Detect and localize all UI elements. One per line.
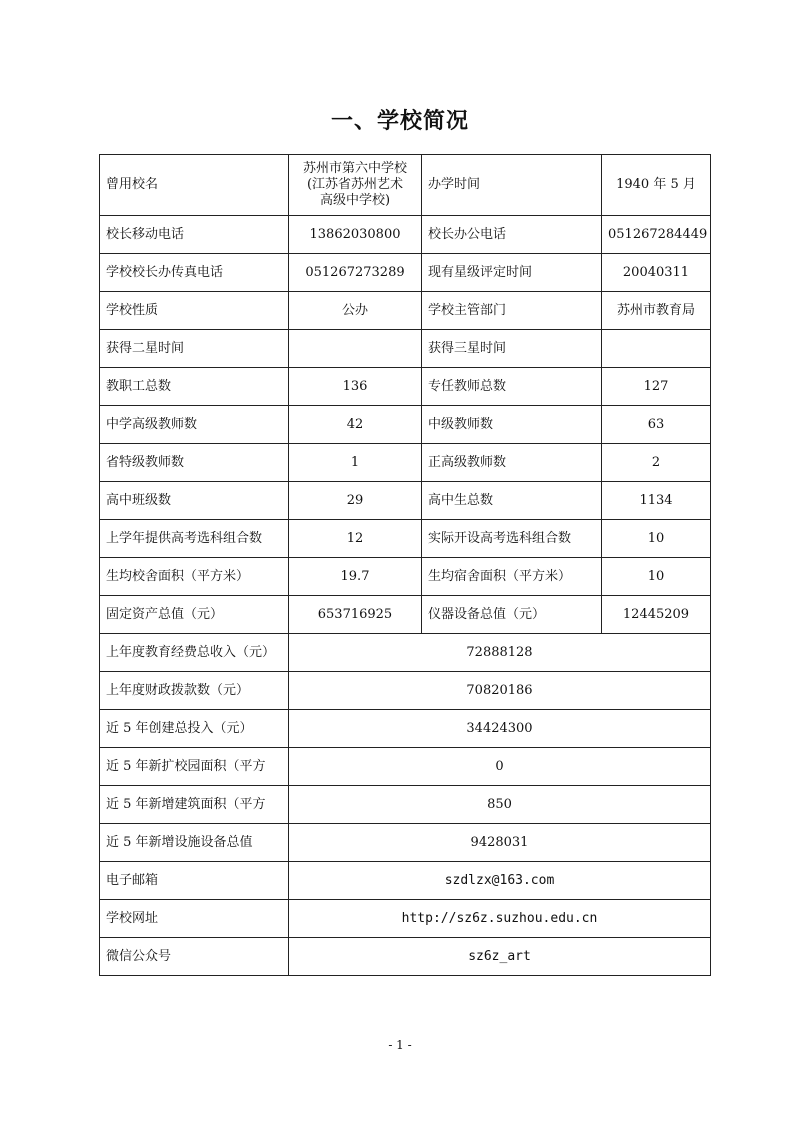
field-label: 上学年提供高考选科组合数 xyxy=(100,520,289,558)
field-label: 中级教师数 xyxy=(422,406,602,444)
field-label: 近 5 年创建总投入（元） xyxy=(100,710,289,748)
field-value: 苏州市教育局 xyxy=(602,292,711,330)
table-row xyxy=(100,558,711,596)
table-row xyxy=(100,900,711,938)
table-row xyxy=(100,710,711,748)
field-label: 近 5 年新扩校园面积（平方 xyxy=(100,748,289,786)
table-row xyxy=(100,368,711,406)
table-row xyxy=(100,444,711,482)
field-label: 生均宿舍面积（平方米） xyxy=(422,558,602,596)
field-label: 省特级教师数 xyxy=(100,444,289,482)
field-value xyxy=(602,330,711,368)
field-label: 学校性质 xyxy=(100,292,289,330)
field-label: 现有星级评定时间 xyxy=(422,254,602,292)
page-number: - 1 - xyxy=(388,1038,412,1052)
field-value: 10 xyxy=(602,520,711,558)
field-value: 850 xyxy=(289,786,711,824)
table-row xyxy=(100,634,711,672)
table-row xyxy=(100,824,711,862)
school-info-table xyxy=(99,154,711,976)
field-label: 微信公众号 xyxy=(100,938,289,976)
field-value: 公办 xyxy=(289,292,422,330)
field-value: 9428031 xyxy=(289,824,711,862)
field-label: 上年度财政拨款数（元） xyxy=(100,672,289,710)
field-label: 办学时间 xyxy=(422,155,602,216)
field-value: 13862030800 xyxy=(289,216,422,254)
field-label: 生均校舍面积（平方米） xyxy=(100,558,289,596)
field-value: 72888128 xyxy=(289,634,711,672)
field-value: 29 xyxy=(289,482,422,520)
table-row xyxy=(100,482,711,520)
field-label: 上年度教育经费总收入（元） xyxy=(100,634,289,672)
table-row xyxy=(100,216,711,254)
field-label: 学校网址 xyxy=(100,900,289,938)
field-value: 1134 xyxy=(602,482,711,520)
table-row xyxy=(100,292,711,330)
field-value: sz6z_art xyxy=(289,938,711,976)
table-row xyxy=(100,330,711,368)
field-value: 20040311 xyxy=(602,254,711,292)
field-label: 曾用校名 xyxy=(100,155,289,216)
table-row xyxy=(100,406,711,444)
field-label: 正高级教师数 xyxy=(422,444,602,482)
field-label: 实际开设高考选科组合数 xyxy=(422,520,602,558)
field-label: 电子邮箱 xyxy=(100,862,289,900)
table-row xyxy=(100,862,711,900)
field-value: 051267284449 xyxy=(602,216,711,254)
table-row xyxy=(100,596,711,634)
table-row xyxy=(100,786,711,824)
field-label: 仪器设备总值（元） xyxy=(422,596,602,634)
table-row xyxy=(100,672,711,710)
field-value: 63 xyxy=(602,406,711,444)
field-label: 获得三星时间 xyxy=(422,330,602,368)
table-row xyxy=(100,155,711,216)
field-label: 学校校长办传真电话 xyxy=(100,254,289,292)
field-label: 近 5 年新增建筑面积（平方 xyxy=(100,786,289,824)
field-value: 1 xyxy=(289,444,422,482)
field-value: 10 xyxy=(602,558,711,596)
field-label: 中学高级教师数 xyxy=(100,406,289,444)
table-row xyxy=(100,748,711,786)
field-value xyxy=(289,330,422,368)
field-label: 近 5 年新增设施设备总值 xyxy=(100,824,289,862)
field-value: 0 xyxy=(289,748,711,786)
field-value: 42 xyxy=(289,406,422,444)
field-value: 12445209 xyxy=(602,596,711,634)
table-row xyxy=(100,520,711,558)
table-row xyxy=(100,938,711,976)
field-label: 固定资产总值（元） xyxy=(100,596,289,634)
field-value: 653716925 xyxy=(289,596,422,634)
field-value: 12 xyxy=(289,520,422,558)
field-value: 70820186 xyxy=(289,672,711,710)
field-value: szdlzx@163.com xyxy=(289,862,711,900)
field-value: 2 xyxy=(602,444,711,482)
field-label: 高中生总数 xyxy=(422,482,602,520)
field-value: 1940 年 5 月 xyxy=(602,155,711,216)
field-label: 获得二星时间 xyxy=(100,330,289,368)
field-label: 校长办公电话 xyxy=(422,216,602,254)
page-title: 一、学校简况 xyxy=(330,109,469,134)
field-value: 136 xyxy=(289,368,422,406)
field-value: 051267273289 xyxy=(289,254,422,292)
field-label: 专任教师总数 xyxy=(422,368,602,406)
field-value: 34424300 xyxy=(289,710,711,748)
field-label: 教职工总数 xyxy=(100,368,289,406)
field-value: 19.7 xyxy=(289,558,422,596)
table-row xyxy=(100,254,711,292)
field-label: 高中班级数 xyxy=(100,482,289,520)
field-label: 学校主管部门 xyxy=(422,292,602,330)
field-label: 校长移动电话 xyxy=(100,216,289,254)
field-value: 127 xyxy=(602,368,711,406)
field-value: 苏州市第六中学校 (江苏省苏州艺术 高级中学校) xyxy=(289,155,422,216)
field-value: http://sz6z.suzhou.edu.cn xyxy=(289,900,711,938)
